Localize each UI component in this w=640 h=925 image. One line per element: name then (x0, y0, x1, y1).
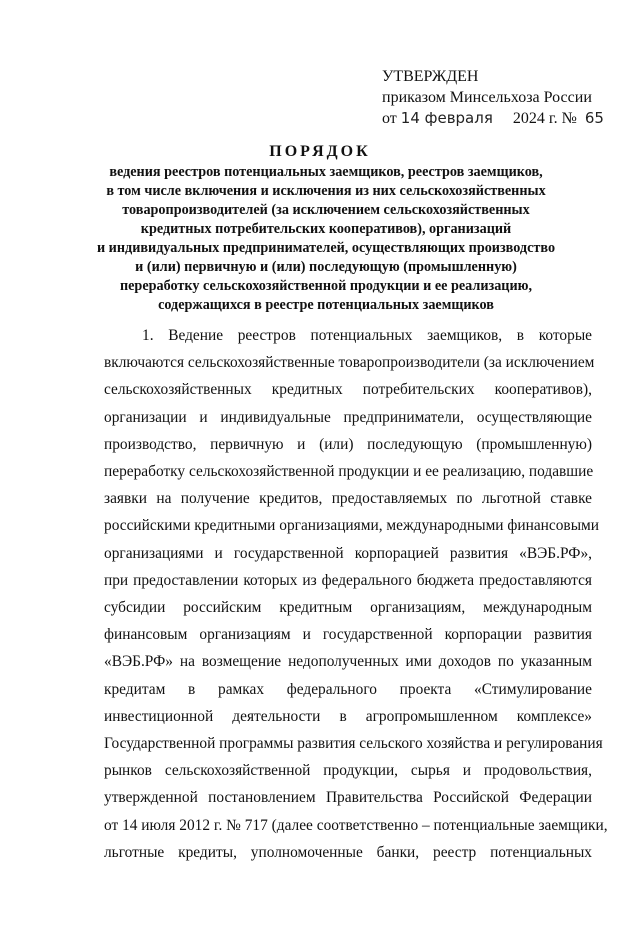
body-line: российскими кредитными организациями, международными финансовыми (104, 517, 600, 535)
body-line: Государственной программы развития сельского хозяйства и регулирования (104, 735, 603, 753)
body-line: кредитам в рамках федерального проекта «Стимулирование (104, 680, 592, 698)
body-line: при предоставлении которых из федерального бюджета предоставляются (104, 571, 592, 589)
document-subtitle (88, 163, 564, 315)
body-line: заявки на получение кредитов, предоставляемых по льготной ставке (104, 490, 592, 508)
document-body (104, 322, 608, 866)
approval-block (382, 66, 604, 129)
subtitle-line: содержащихся в реестре потенциальных заемщиков (158, 297, 494, 313)
body-line: организации и индивидуальные предприниматели, осуществляющие (104, 408, 592, 426)
body-line: от 14 июля 2012 г. № 717 (далее соответственно – потенциальные заемщики, (104, 816, 608, 834)
subtitle-line: товаропроизводителей (за исключением сельскохозяйственных (122, 202, 530, 218)
subtitle-line: в том числе включения и исключения из них сельскохозяйственных (106, 183, 546, 199)
order-of-label: приказом Минсельхоза России (382, 89, 592, 106)
body-line: организациями и государственной корпорацией развития «ВЭБ.РФ», (104, 544, 592, 562)
body-line: рынков сельскохозяйственной продукции, сырья и продовольствия, (104, 762, 592, 780)
body-line: льготные кредиты, уполномоченные банки, реестр потенциальных (104, 843, 592, 861)
body-line: переработку сельскохозяйственной продукции и ее реализацию, подавшие (104, 463, 594, 481)
subtitle-line: и индивидуальных предпринимателей, осуществляющих производство (96, 240, 556, 256)
subtitle-line: и (или) первичную и (или) последующую (промышленную) (135, 259, 517, 275)
body-line: 1. Ведение реестров потенциальных заемщиков, в которые (142, 327, 592, 344)
body-line: субсидии российским кредитным организациям, международным (104, 599, 592, 617)
date-value: 14 февраля (400, 109, 493, 127)
body-line: финансовым организациям и государственной корпорации развития (104, 626, 592, 644)
document-title: ПОРЯДОК (269, 143, 371, 160)
date-prefix: от (382, 110, 397, 127)
body-line: «ВЭБ.РФ» на возмещение недополученных ими доходов по указанным (104, 653, 592, 671)
body-line: сельскохозяйственных кредитных потребительских кооперативов), (104, 381, 592, 399)
order-date-line (382, 108, 604, 129)
year-label: 2024 г. № (512, 110, 577, 127)
subtitle-line: кредитных потребительских кооперативов), организаций (140, 221, 512, 237)
body-line: утвержденной постановлением Правительства Российской Федерации (104, 789, 592, 807)
body-line: включаются сельскохозяйственные товаропроизводители (за исключением (104, 354, 595, 372)
approved-label: УТВЕРЖДЕН (382, 68, 479, 85)
subtitle-line: переработку сельскохозяйственной продукции и ее реализацию, (119, 278, 533, 294)
body-line: производство, первичную и (или) последующую (промышленную) (104, 435, 592, 453)
order-number: 65 (584, 109, 604, 127)
body-line: инвестиционной деятельности в агропромышленном комплексе» (104, 707, 592, 725)
subtitle-line: ведения реестров потенциальных заемщиков, реестров заемщиков, (109, 164, 543, 180)
